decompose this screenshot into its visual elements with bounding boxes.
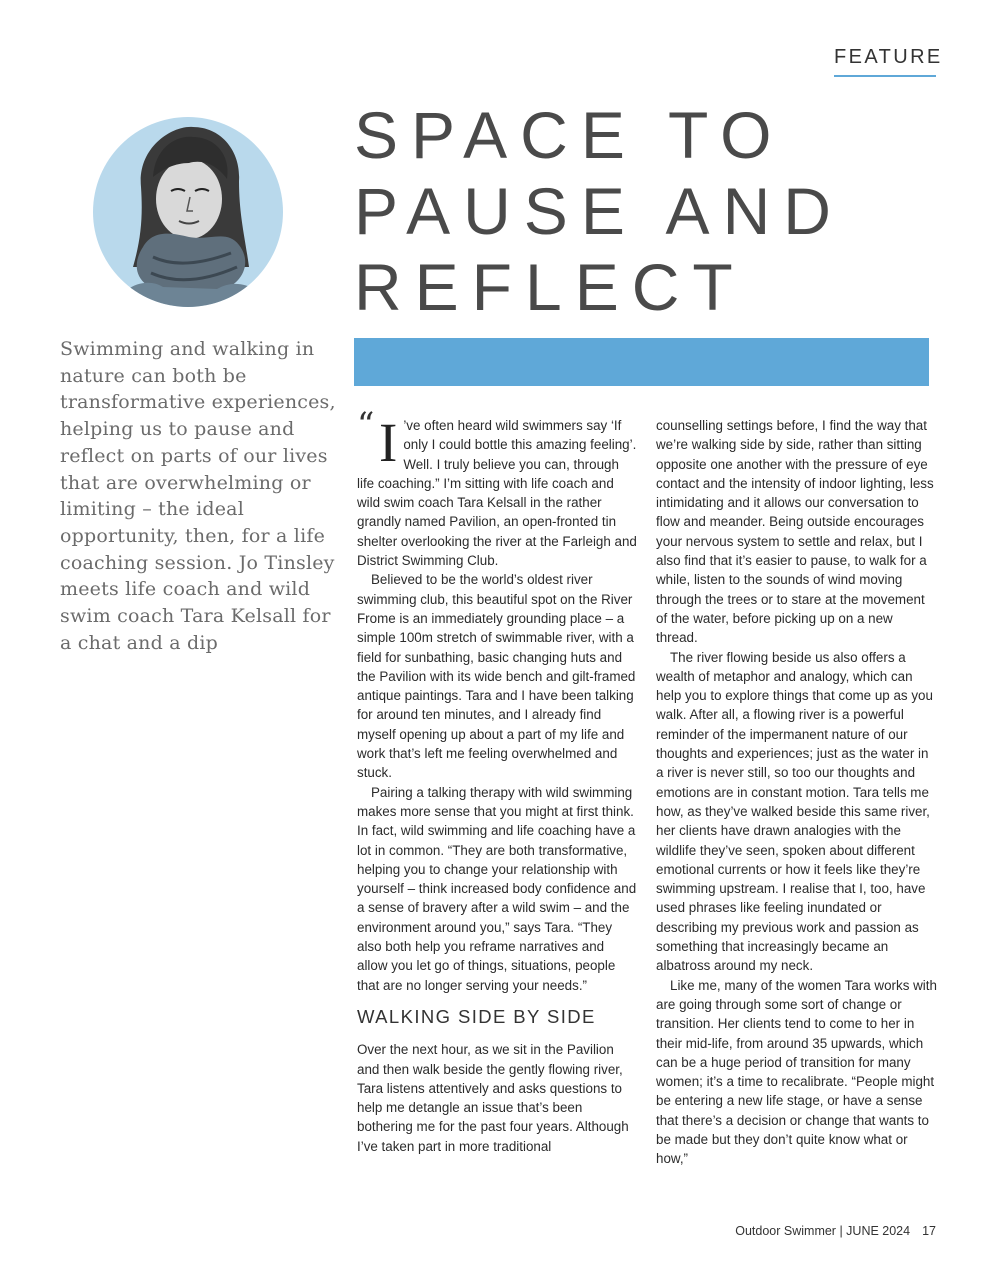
author-portrait-illustration [93, 117, 283, 307]
opening-quote-mark: “ [357, 405, 375, 445]
title-line: REFLECT [354, 250, 746, 324]
section-label: FEATURE [834, 46, 936, 77]
page-footer [735, 1224, 936, 1238]
body-paragraph: Pairing a talking therapy with wild swimming makes more sense that you might at first think. In fact, wild swimming and life coaching have a lot in common. “They are both transformative, helping you to change your relationship with yourself – think increased body confidence and a sense of bravery after a wild swim – and the environment around you,” says Tara. “They also both help you reframe narratives and allow you let go of things, situations, people that are no longer serving your needs.” [357, 784, 637, 993]
article-title [354, 97, 844, 325]
subheading: WALKING SIDE BY SIDE [357, 1005, 596, 1027]
body-paragraph: counselling settings before, I find the way that we’re walking side by side, rather than sitting opposite one another with the pressure of eye contact and the intensity of indoor lighting, less intimidating and it allows our conversation to flow and meander. Being outside encourages your nervous system to settle and relax, but I also find that it’s easier to pause, to walk for a while, listen to the sounds of wind moving through the trees or to stare at the movement of the water, before picking up on a new thread. [656, 418, 934, 646]
title-line: SPACE TO [354, 98, 785, 172]
body-text: ’ve often heard wild swimmers say ‘If only I could bottle this amazing feeling’. Well. I truly believe you can, through life coaching.” I’m sitting with life coach and wild swim coach Tara Kelsall in the rather grandly named Pavilion, an open-fronted tin shelter overlooking the river at the Farleigh and District Swimming Club. [357, 418, 637, 569]
page-number: 17 [922, 1224, 936, 1238]
body-paragraph: Believed to be the world’s oldest river swimming club, this beautiful spot on the River Frome is an immediately grounding place – a simple 100m stretch of swimmable river, with a field for sunbathing, basic changing huts and the Pavilion with its wide bench and gilt-framed antique paintings. Tara and I have been talking for around ten minutes, and I already find myself opening up about a part of my life and work that’s left me feeling overwhelmed and stuck. [357, 572, 636, 781]
article-column-1 [357, 412, 638, 1156]
title-line: PAUSE AND [354, 174, 844, 248]
publication-info: Outdoor Swimmer | JUNE 2024 [735, 1224, 911, 1238]
body-paragraph: Like me, many of the women Tara works with are going through some sort of change or transition. Her clients tend to come to her in their mid-life, from around 35 upwards, which can be a huge period of transition for many women; it’s a time to recalibrate. “People might be entering a new life stage, or have a sense that there’s a decision or change that wants to be made but they don’t quite know what or how,” [656, 977, 937, 1167]
body-paragraph: Over the next hour, as we sit in the Pavilion and then walk beside the gently flowing river, Tara listens attentively and asks questions to help me detangle an issue that’s been bothering me for the past four years. Although I’ve taken part in more traditional [357, 1042, 629, 1154]
body-paragraph: The river flowing beside us also offers a wealth of metaphor and analogy, which can help you to explore things that come up as you walk. After all, a flowing river is a powerful reminder of the impermanent nature of our thoughts and experiences; just as the water in a river is never still, so too our thoughts and emotions are in constant motion. Tara tells me how, as they’ve walked beside this same river, her clients have drawn analogies with the wildlife they’ve seen, spoken about different emotional currents or how it feels like they’re swimming upstream. I realise that I, too, have used phrases like feeling inundated or describing my previous work and passion as something that increasingly became an albatross around my neck. [656, 649, 933, 974]
article-column-2 [656, 416, 937, 1169]
accent-bar [354, 338, 929, 386]
body-paragraph [357, 412, 638, 570]
drop-cap: I [379, 412, 398, 473]
standfirst: Swimming and walking in nature can both be transformative experiences, helping us to pause and reflect on parts of our lives that are overwhelming or limiting – the ideal opportunity, then, for a life coaching session. Jo Tinsley meets life coach and wild swim coach Tara Kelsall for a chat and a dip [60, 338, 336, 654]
